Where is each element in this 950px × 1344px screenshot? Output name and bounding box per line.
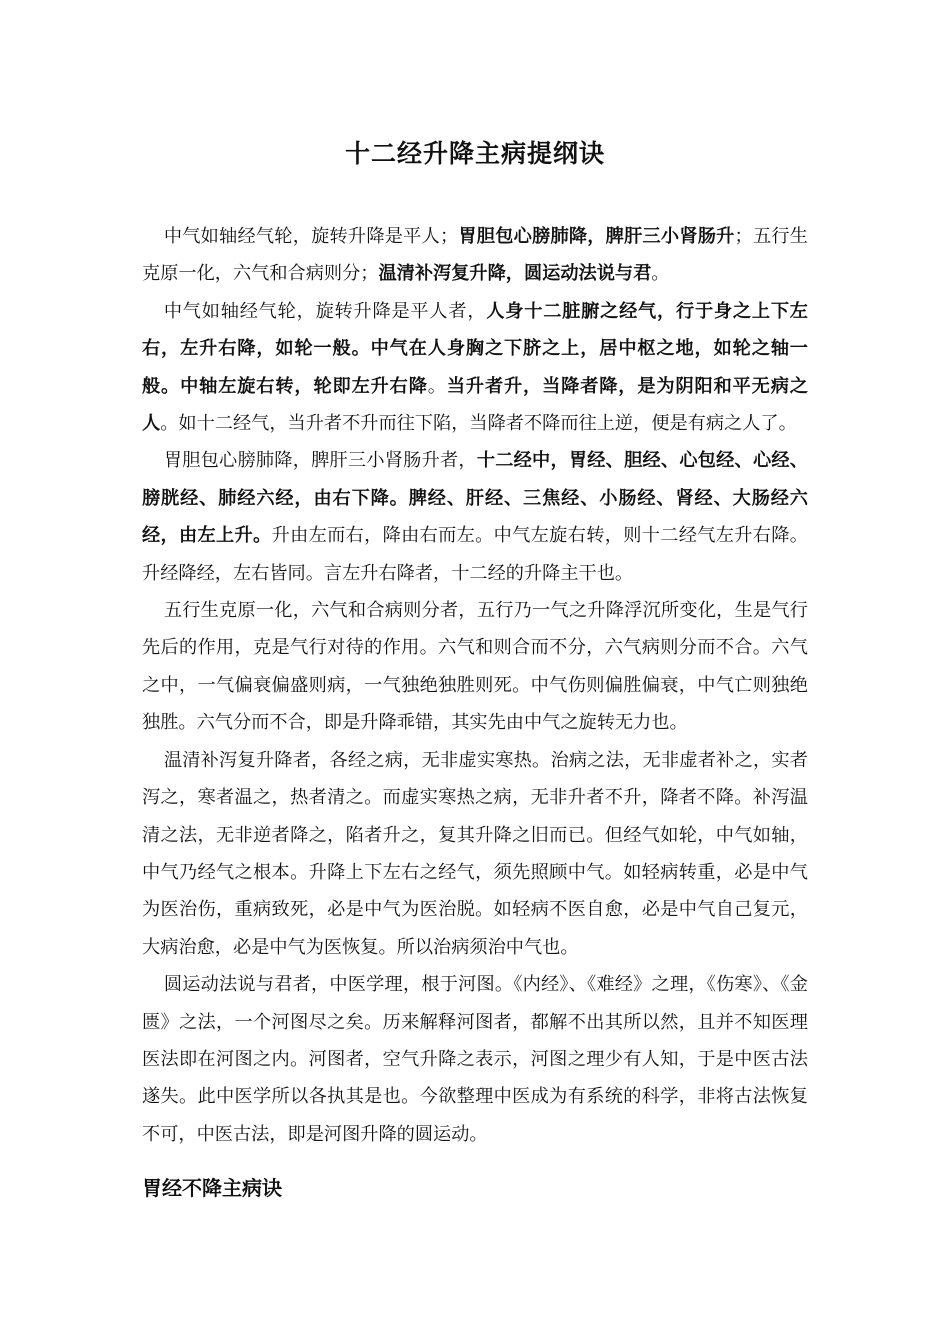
bold-text-run: 胃胆包心膀肺降，脾肝三小肾肠升 — [458, 226, 735, 247]
text-run: 圆运动法说与君者，中医学理，根于河图。《内经》、《难经》之理，《伤寒》、《金匮》之法，一个河图尽之矣。历来解释河图者，都解不出其所以然，且并不知医理医法即在河图之内。河图者，空气升降之表示，河图之理少有人知，于是中医古法遂失。此中医学所以各执其是也。今欲整理中医成为有系统的科学，非将古法恢复不可，中医古法，即是河图升降的圆运动。 — [142, 974, 808, 1145]
text-run: 升由左而右，降由右而左。中气左旋右转，则十二经气左升右降。升经降经，左右皆同。言左升右降者，十二经的升降主干也。 — [142, 525, 808, 584]
text-run: 。如十二经气，当升者不升而往下陷，当降者不降而往上逆，便是有病之人了。 — [160, 413, 797, 435]
text-run: ；五行生克原一化，六气和合病则分； — [142, 226, 808, 285]
text-run: 。 — [651, 263, 670, 285]
text-run: 中气如轴经气轮，旋转升降是平人； — [163, 226, 459, 247]
bold-text-run: 十二经中，胃经、胆经、心包经、心经、膀胱经、肺经六经，由右下降。脾经、肝经、三焦经、小肠经、肾经、大肠经六经，由左上升。 — [142, 450, 808, 547]
paragraph — [142, 218, 808, 293]
paragraph — [142, 592, 808, 742]
text-run: 。 — [427, 375, 447, 397]
paragraph — [142, 966, 808, 1153]
section-heading: 胃经不降主病诀 — [142, 1176, 282, 1200]
document-body — [142, 218, 808, 1153]
text-run: 温清补泻复升降者，各经之病，无非虚实寒热。治病之法，无非虚者补之，实者泻之，寒者温之，热者清之。而虚实寒热之病，无非升者不升，降者不降。补泻温清之法，无非逆者降之，陷者升之，复其升降之旧而已。但经气如轮，中气如轴，中气乃经气之根本。升降上下左右之经气，须先照顾中气。如轻病转重，必是中气为医治伤，重病致死，必是中气为医治脱。如轻病不医自愈，必是中气自己复元，大病治愈，必是中气为医恢复。所以治病须治中气也。 — [142, 749, 808, 958]
bold-text-run: 温清补泻复升降，圆运动法说与君 — [378, 263, 652, 285]
paragraph — [142, 442, 808, 592]
paragraph — [142, 293, 808, 443]
text-run: 五行生克原一化，六气和合病则分者，五行乃一气之升降浮沉所变化，生是气行先后的作用，克是气行对待的作用。六气和则合而不分，六气病则分而不合。六气之中，一气偏衰偏盛则病，一气独绝独胜则死。中气伤则偏胜偏衰，中气亡则独绝独胜。六气分而不合，即是升降乖错，其实先由中气之旋转无力也。 — [142, 600, 808, 734]
paragraph — [142, 742, 808, 966]
text-run: 胃胆包心膀肺降，脾肝三小肾肠升者， — [163, 450, 477, 472]
document-title: 十二经升降主病提纲诀 — [344, 139, 605, 168]
bold-text-run: 人身十二脏腑之经气，行于身之上下左右，左升右降，如轮一般。中气在人身胸之下脐之上，居中枢之地，如轮之轴一般。中轴左旋右转，轮即左升右降 — [142, 300, 808, 397]
text-run: 中气如轴经气轮，旋转升降是平人者， — [163, 300, 487, 322]
bold-text-run: 当升者升，当降者降，是为阴阳和平无病之人 — [142, 375, 808, 435]
